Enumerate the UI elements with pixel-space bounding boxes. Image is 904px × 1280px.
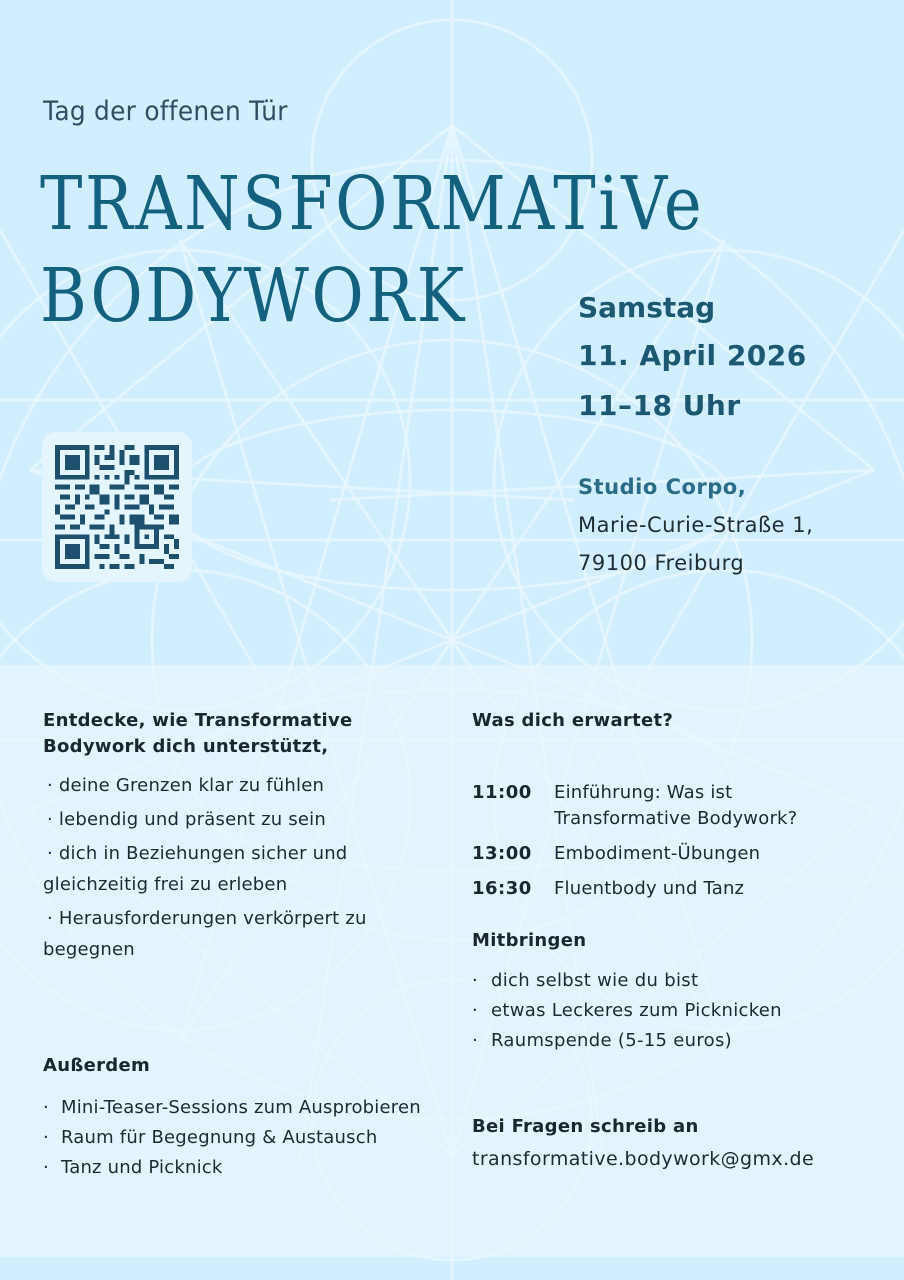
list-item: · deine Grenzen klar zu fühlen — [47, 775, 325, 796]
benefits-heading: Entdecke, wie Transformative Bodywork dich unterstützt, — [43, 710, 353, 757]
list-item: · Mini-Teaser-Sessions zum Ausprobieren — [43, 1097, 421, 1118]
bring-heading: Mitbringen — [472, 930, 587, 951]
schedule-row — [472, 841, 872, 867]
event-day: Samstag — [578, 291, 716, 324]
list-item: · Raumspende (5-15 euros) — [472, 1030, 732, 1051]
title-line-1: TRANSFORMATiVe — [40, 161, 705, 247]
event-date: 11. April 2026 — [578, 339, 807, 372]
benefits-list — [43, 770, 433, 965]
event-datetime — [578, 290, 807, 431]
list-item: · etwas Leckeres zum Picknicken — [472, 1000, 782, 1021]
schedule-row — [472, 780, 872, 832]
left-column — [43, 708, 433, 1183]
extras-list — [43, 1093, 433, 1183]
schedule-description: Einführung: Was ist Transformative Bodywork? — [554, 782, 798, 829]
event-subtitle: Tag der offenen Tür — [43, 96, 288, 127]
contact-heading: Bei Fragen schreib an — [472, 1116, 699, 1137]
contact-email-link[interactable]: transformative.bodywork@gmx.de — [472, 1148, 815, 1170]
venue-name: Studio Corpo, — [578, 475, 747, 499]
schedule-list — [472, 780, 872, 902]
qr-code-card[interactable] — [42, 432, 192, 582]
schedule-description: Fluentbody und Tanz — [554, 878, 745, 899]
list-item: · dich selbst wie du bist — [472, 970, 699, 991]
schedule-row — [472, 876, 872, 902]
list-item: · Tanz und Picknick — [43, 1157, 223, 1178]
schedule-heading: Was dich erwartet? — [472, 710, 674, 731]
event-time: 11–18 Uhr — [578, 389, 741, 422]
title-line-2: BODYWORK — [40, 253, 467, 339]
city-address: 79100 Freiburg — [578, 551, 745, 575]
schedule-description: Embodiment-Übungen — [554, 843, 761, 864]
list-item: · dich in Beziehungen sicher und gleichzeitig frei zu erleben — [43, 843, 348, 895]
footer-band — [0, 1257, 904, 1280]
right-column — [472, 708, 872, 1176]
schedule-time: 16:30 — [472, 878, 532, 899]
event-address — [578, 468, 813, 582]
list-item: · Raum für Begegnung & Austausch — [43, 1127, 378, 1148]
extras-heading: Außerdem — [43, 1055, 151, 1076]
qr-code-icon — [55, 445, 179, 569]
bring-list — [472, 966, 872, 1056]
list-item: · Herausforderungen verkörpert zu begegnen — [43, 908, 367, 960]
schedule-time: 11:00 — [472, 782, 532, 803]
schedule-time: 13:00 — [472, 843, 532, 864]
list-item: · lebendig und präsent zu sein — [47, 809, 326, 830]
street-address: Marie-Curie-Straße 1, — [578, 513, 814, 537]
